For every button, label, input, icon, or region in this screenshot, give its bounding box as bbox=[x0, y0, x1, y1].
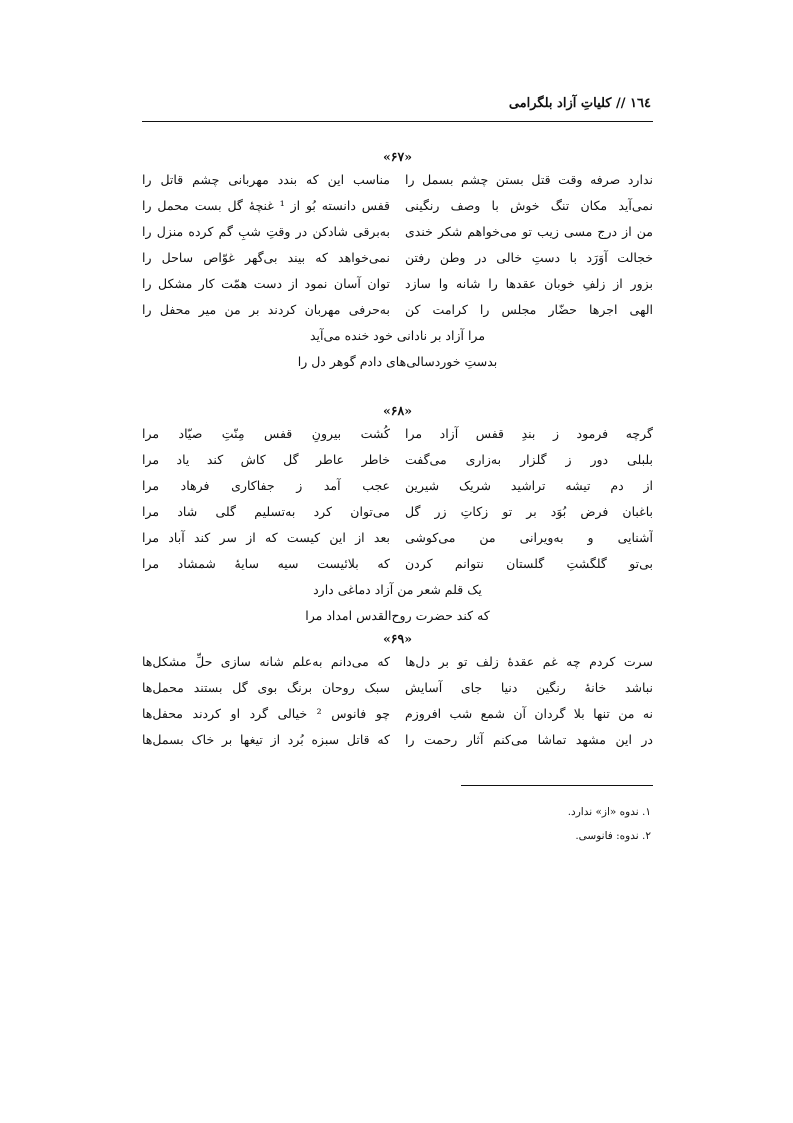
footnote: ۱. ندوه «از» ندارد. bbox=[567, 806, 651, 818]
first-hemistich: الهی اجرها حضّار مجلس را کرامت کن bbox=[405, 302, 653, 317]
couplet bbox=[142, 649, 653, 675]
couplet bbox=[142, 245, 653, 271]
second-hemistich: عجب آمد ز جفاکاری فرهاد مرا bbox=[142, 478, 390, 493]
first-hemistich: سرت کردم چه غم عقدهٔ زلف تو بر دل‌ها bbox=[405, 654, 653, 669]
poem-number: «۶۷» bbox=[382, 149, 413, 164]
second-hemistich: می‌توان کرد به‌تسلیم گلی شاد مرا bbox=[142, 504, 390, 519]
couplet bbox=[142, 219, 653, 245]
couplet bbox=[142, 297, 653, 323]
first-hemistich: گرچه فرمود ز بندِ قفس آزاد مرا bbox=[405, 426, 653, 441]
poem-69 bbox=[142, 629, 653, 753]
first-hemistich: باغبان فرض بُوَد بر تو زکاتِ زر گل bbox=[405, 504, 653, 519]
couplet bbox=[142, 525, 653, 551]
second-hemistich: بعد از این کیست که از سر کند آباد مرا bbox=[142, 530, 390, 545]
first-hemistich: بی‌تو گلگشتِ گلستان نتوانم کردن bbox=[405, 556, 653, 571]
first-hemistich: آشنایی و به‌ویرانی من می‌کوشی bbox=[405, 530, 653, 545]
second-hemistich: چو فانوس ² خیالی گرد او کردند محفل‌ها bbox=[142, 706, 390, 721]
couplet bbox=[142, 271, 653, 297]
couplet bbox=[142, 167, 653, 193]
second-hemistich: توان آسان نمود از دست همّت کار مشکل را bbox=[142, 276, 390, 291]
closing-line: که کند حضرت روح‌القدس امداد مرا bbox=[305, 608, 490, 623]
second-hemistich: مناسب این که بندد مهربانی چشم قاتل را bbox=[142, 172, 390, 187]
second-hemistich: به‌برقی شادکن در وقتِ شبِ گم کرده منزل را bbox=[142, 224, 390, 239]
first-hemistich: خجالت آوَرَد با دستِ خالی در وطن رفتن bbox=[405, 250, 653, 265]
first-hemistich: بلبلی دور ز گلزار به‌زاری می‌گفت bbox=[405, 452, 653, 467]
closing-line: مرا آزاد بر نادانی خود خنده می‌آید bbox=[309, 328, 486, 343]
second-hemistich: که قاتل سبزه بُرد از تیغها بر خاک بسمل‌ها bbox=[142, 732, 390, 747]
poem-67 bbox=[142, 147, 653, 375]
poem-number: «۶۹» bbox=[382, 631, 413, 646]
couplet bbox=[142, 499, 653, 525]
second-hemistich: خاطر عاطر گل کاش کند یاد مرا bbox=[142, 452, 390, 467]
couplet bbox=[142, 193, 653, 219]
first-hemistich: نباشد خانهٔ رنگین دنیا جای آسایش bbox=[405, 680, 653, 695]
first-hemistich: در این مشهد تماشا می‌کنم آثار رحمت را bbox=[405, 732, 653, 747]
first-hemistich: ندارد صرفه وقت قتل بستن چشم بسمل را bbox=[405, 172, 653, 187]
second-hemistich: که می‌دانم به‌علم شانه سازی حلِّ مشکل‌ها bbox=[142, 654, 390, 669]
footnote: ۲. ندوه: فانوسی. bbox=[575, 830, 651, 842]
couplet bbox=[142, 447, 653, 473]
running-header: ١٦٤ // کلیاتِ آزاد بلگرامی bbox=[508, 96, 651, 111]
closing-line: یک قلم شعر من آزاد دماغی دارد bbox=[313, 582, 482, 597]
couplet bbox=[142, 551, 653, 577]
first-hemistich: از دم تیشه تراشید شریک شیرین bbox=[405, 478, 653, 493]
footnote-rule bbox=[461, 785, 653, 786]
poem-68 bbox=[142, 401, 653, 629]
second-hemistich: که بلائیست سیه سایهٔ شمشاد مرا bbox=[142, 556, 390, 571]
couplet bbox=[142, 473, 653, 499]
second-hemistich: به‌حرفی مهربان کردند بر من میر محفل را bbox=[142, 302, 390, 317]
closing-line: بدستِ خوردسالی‌های دادم گوهر دل را bbox=[297, 354, 498, 369]
header-rule bbox=[142, 121, 653, 122]
couplet bbox=[142, 727, 653, 753]
second-hemistich: کُشت بیرونِ قفس مِنّتِ صیّاد مرا bbox=[142, 426, 390, 441]
poem-number: «۶۸» bbox=[382, 403, 413, 418]
couplet bbox=[142, 421, 653, 447]
first-hemistich: نمی‌آید مکان تنگ خوش با وصف رنگینی bbox=[405, 198, 653, 213]
footnotes bbox=[351, 800, 651, 848]
couplet bbox=[142, 675, 653, 701]
second-hemistich: سبک روحان برنگ بوی گل بستند محمل‌ها bbox=[142, 680, 390, 695]
second-hemistich: قفس دانسته بُو از ¹ غنچهٔ گل بست محمل را bbox=[142, 198, 390, 213]
first-hemistich: من از درج مسی زیب تو می‌خواهم شکر خندی bbox=[405, 224, 653, 239]
first-hemistich: بزور از زلفِ خوبان عقدها را شانه وا سازد bbox=[405, 276, 653, 291]
first-hemistich: نه من تنها بلا گردان آن شمع شب افروزم bbox=[405, 706, 653, 721]
couplet bbox=[142, 701, 653, 727]
second-hemistich: نمی‌خواهد که بیند بی‌گهر غوّاص ساحل را bbox=[142, 250, 390, 265]
